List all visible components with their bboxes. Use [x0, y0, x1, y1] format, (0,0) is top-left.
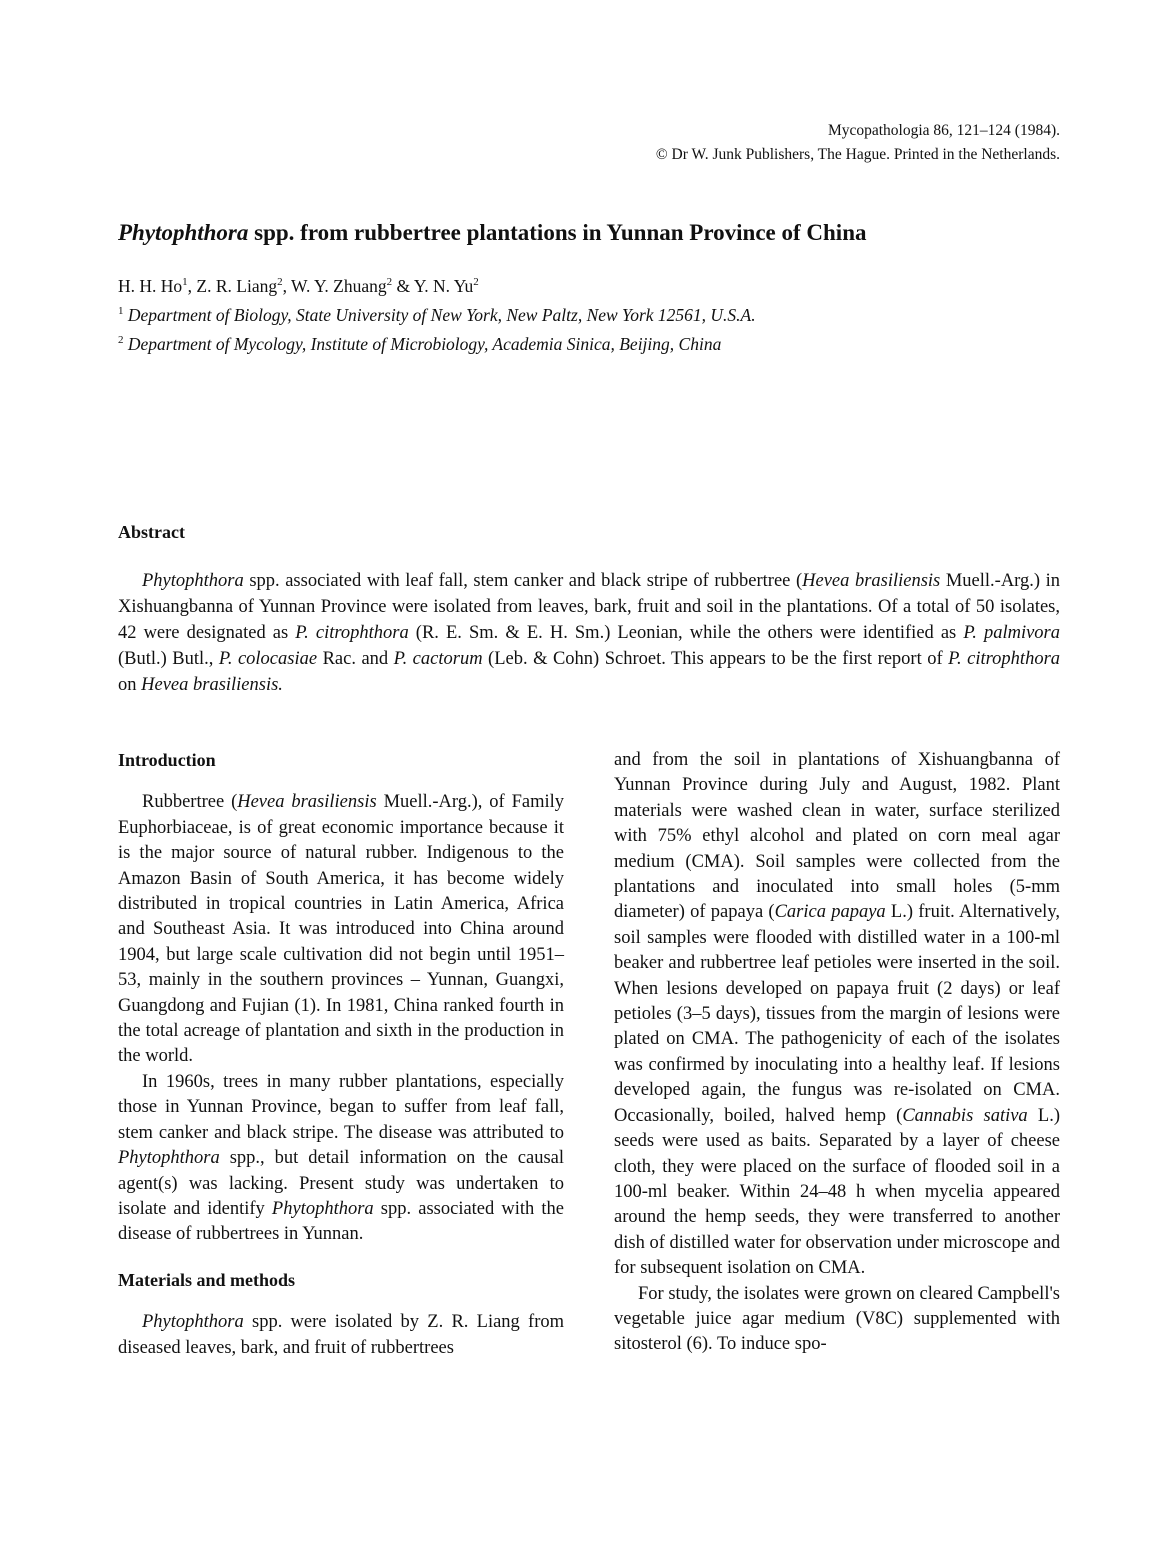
abs-s8: (Butl.) Butl.,: [118, 649, 219, 669]
methods-p2d: Cannabis sativa: [902, 1105, 1028, 1126]
methods-p1a: Phytophthora: [142, 1312, 244, 1333]
affiliation-1: [118, 299, 756, 328]
journal-citation: Mycopathologia 86, 121–124 (1984).: [827, 122, 1060, 139]
abs-s1: Phytophthora: [142, 571, 244, 591]
methods-paragraph-2: [614, 748, 1060, 1282]
abs-s10: Rac. and: [317, 649, 394, 669]
abs-s3: Hevea brasiliensis: [802, 571, 941, 591]
intro-p2b: Phytophthora: [118, 1148, 220, 1169]
abs-s4: Muell.-Arg.) in Xishuangbanna of Yunnan Province were isolated from leaves, bark, fruit and soil in the plantations. Of a total of 50 isolates, 42 were designated as: [118, 571, 1060, 643]
abs-s14: on: [118, 675, 142, 695]
introduction-heading: Introduction: [118, 750, 216, 770]
intro-p1a: Rubbertree (: [142, 792, 238, 813]
intro-p1c: Muell.-Arg.), of Family Euphorbiaceae, is of great economic importance because it is the major source of natural rubber. Indigenous to the Amazon Basin of South America, it has become widely distributed in tropical countries in Latin America, Africa and Southeast Asia. It was introduced into China around 1904, but large scale cultivation did not begin until 1951–53, mainly in the southern provinces – Yunnan, Guangxi, Guangdong and Fujian (1). In 1981, China ranked fourth in the total acreage of plantation and sixth in the production in the world.: [118, 792, 564, 1067]
intro-p2e: spp. associated with the disease of rubbertrees in Yunnan.: [118, 1198, 565, 1245]
methods-p2a: and from the soil in plantations of Xishuangbanna of Yunnan Province during July and August, 1982. Plant materials were washed clean in water, surface sterilized with 75% ethyl alcohol and plated on corn meal agar medium (CMA). Soil samples were collected from the plantations and inoculated into small holes (5-mm diameter) of papaya (: [614, 750, 1060, 923]
author-4-sup: 2: [473, 276, 479, 288]
journal-header: [656, 119, 1060, 167]
abs-s6: (R. E. Sm. & E. H. Sm.) Leonian, while the others were identified as: [408, 623, 964, 643]
title-rest: spp. from rubbertree plantations in Yunnan Province of China: [248, 220, 867, 245]
intro-paragraph-2: [118, 1070, 564, 1248]
author-1-sup: 1: [182, 276, 188, 288]
methods-p2e: L.) seeds were used as baits. Separated by a layer of cheese cloth, they were placed on the surface of flooded soil in a 100-ml beaker. Within 24–48 h when mycelia appeared around the hemp seeds, they were transferred to another dish of distilled water for observation under microscope and for subsequent isolation on CMA.: [614, 1105, 1060, 1279]
abstract-text: [118, 568, 1060, 698]
author-1: H. H. Ho: [118, 275, 183, 296]
methods-heading: Materials and methods: [118, 1269, 295, 1290]
affiliation-2-text: Department of Mycology, Institute of Microbiology, Academia Sinica, Beijing, China: [123, 333, 722, 354]
right-column: [614, 748, 1060, 1358]
journal-publisher: © Dr W. Junk Publishers, The Hague. Printed in the Netherlands.: [655, 146, 1060, 163]
title-genus: Phytophthora: [118, 220, 249, 245]
paper-title: [118, 220, 867, 246]
author-3: , W. Y. Zhuang: [282, 275, 387, 296]
intro-p2a: In 1960s, trees in many rubber plantations, especially those in Yunnan Province, began to suffer from leaf fall, stem canker and black stripe. The disease was attributed to: [118, 1071, 564, 1143]
abstract-heading: Abstract: [118, 522, 185, 542]
author-block: [118, 270, 756, 356]
author-3-sup: 2: [386, 276, 393, 288]
affiliation-2-sup: 2: [118, 333, 124, 346]
author-list: [118, 270, 756, 299]
affiliation-1-text: Department of Biology, State University of New York, New Paltz, New York 12561, U.S.A.: [123, 304, 756, 325]
abs-s12: (Leb. & Cohn) Schroet. This appears to be the first report of: [482, 649, 949, 669]
methods-p2c: L.) fruit. Alternatively, soil samples were flooded with distilled water in a 100-ml beaker and rubbertree leaf petioles were inserted in the soil. When lesions developed on papaya fruit (2 days) or leaf petioles (3–5 days), tissues from the margin of lesions were plated on CMA. The pathogenicity of each of the isolates was confirmed by inoculating into a healthy leaf. If lesions developed again, the fungus was re-isolated on CMA. Occasionally, boiled, halved hemp (: [614, 902, 1060, 1126]
intro-p2c: spp., but detail information on the causal agent(s) was lacking. Present study was undertaken to isolate and identify: [118, 1148, 564, 1219]
methods-paragraph-3: For study, the isolates were grown on cleared Campbell's vegetable juice agar medium (V8C) supplemented with sitosterol (6). To induce spo-: [614, 1283, 1060, 1355]
abs-s9: P. colocasiae: [218, 649, 318, 669]
author-2-sup: 2: [277, 276, 283, 288]
affiliation-2: [118, 328, 756, 357]
intro-p2d: Phytophthora: [271, 1198, 374, 1219]
intro-paragraph-1: [118, 790, 564, 1069]
left-column: [118, 748, 564, 1361]
abs-s7: P. palmivora: [963, 623, 1061, 643]
author-4: & Y. N. Yu: [392, 275, 474, 296]
abs-s15: Hevea brasiliensis.: [141, 675, 283, 695]
intro-p1b: Hevea brasiliensis: [237, 792, 377, 813]
methods-p2b: Carica papaya: [774, 902, 886, 923]
methods-p1b: spp. were isolated by Z. R. Liang from diseased leaves, bark, and fruit of rubbertrees: [118, 1312, 564, 1358]
methods-paragraph-1: [118, 1310, 564, 1361]
affiliation-1-sup: 1: [118, 304, 124, 317]
author-2: , Z. R. Liang: [187, 275, 278, 296]
abs-s5: P. citrophthora: [295, 623, 409, 643]
abs-s11: P. cactorum: [393, 649, 483, 669]
abs-s13: P. citrophthora: [948, 649, 1061, 669]
abs-s2: spp. associated with leaf fall, stem canker and black stripe of rubbertree (: [243, 571, 803, 591]
